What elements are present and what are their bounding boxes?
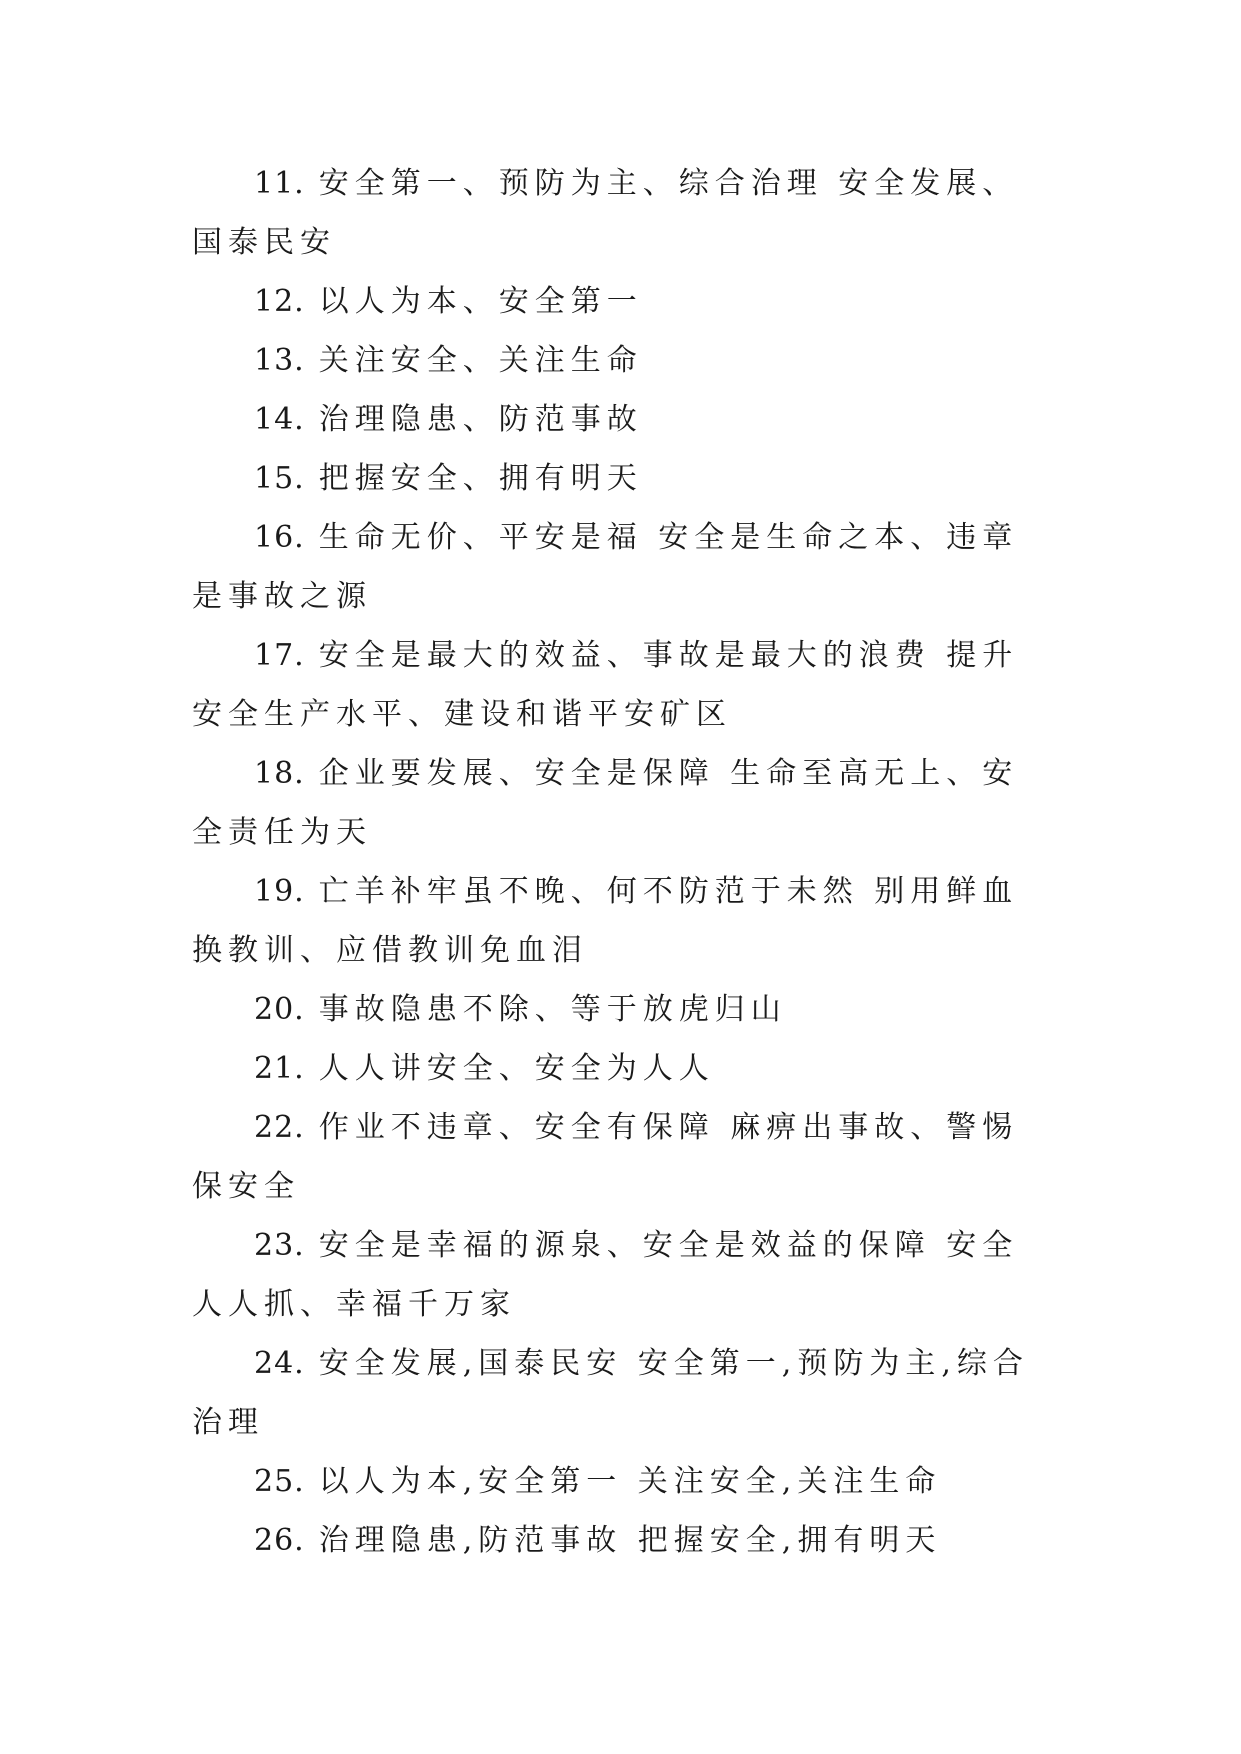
list-item <box>192 862 1052 980</box>
item-text: 治理隐患、防范事故 <box>318 402 643 437</box>
item-number: 12. <box>254 284 305 319</box>
list-item <box>192 1039 1052 1098</box>
item-number: 13. <box>254 343 305 378</box>
item-number: 14. <box>254 402 305 437</box>
item-number: 24. <box>254 1346 305 1381</box>
item-text: 治理隐患,防范事故 把握安全,拥有明天 <box>318 1523 942 1558</box>
list-item <box>192 626 1052 744</box>
list-item <box>192 331 1052 390</box>
item-text: 亡羊补牢虽不晚、何不防范于未然 别用鲜血换教训、应借教训免血泪 <box>192 874 1019 968</box>
item-number: 21. <box>254 1051 305 1086</box>
item-number: 11. <box>254 166 305 201</box>
item-text: 人人讲安全、安全为人人 <box>318 1051 715 1086</box>
list-item <box>192 1511 1052 1570</box>
list-item <box>192 390 1052 449</box>
item-text: 以人为本、安全第一 <box>318 284 643 319</box>
list-item <box>192 154 1052 272</box>
list-item <box>192 508 1052 626</box>
item-text: 把握安全、拥有明天 <box>318 461 643 496</box>
item-number: 22. <box>254 1110 305 1145</box>
list-item <box>192 449 1052 508</box>
list-item <box>192 1334 1052 1452</box>
item-text: 安全是最大的效益、事故是最大的浪费 提升安全生产水平、建设和谐平安矿区 <box>192 638 1019 732</box>
list-item <box>192 1216 1052 1334</box>
item-text: 作业不违章、安全有保障 麻痹出事故、警惕保安全 <box>192 1110 1019 1204</box>
item-text: 生命无价、平安是福 安全是生命之本、违章是事故之源 <box>192 520 1019 614</box>
item-number: 19. <box>254 874 305 909</box>
slogan-list <box>192 154 1052 1570</box>
list-item <box>192 1098 1052 1216</box>
item-number: 20. <box>254 992 305 1027</box>
item-text: 企业要发展、安全是保障 生命至高无上、安全责任为天 <box>192 756 1019 850</box>
list-item <box>192 744 1052 862</box>
item-text: 安全发展,国泰民安 安全第一,预防为主,综合治理 <box>192 1346 1029 1440</box>
item-number: 16. <box>254 520 305 555</box>
item-text: 事故隐患不除、等于放虎归山 <box>318 992 787 1027</box>
item-text: 以人为本,安全第一 关注安全,关注生命 <box>318 1464 942 1499</box>
item-number: 18. <box>254 756 305 791</box>
list-item <box>192 1452 1052 1511</box>
item-text: 安全是幸福的源泉、安全是效益的保障 安全人人抓、幸福千万家 <box>192 1228 1019 1322</box>
item-number: 25. <box>254 1464 305 1499</box>
item-text: 安全第一、预防为主、综合治理 安全发展、国泰民安 <box>192 166 1019 260</box>
item-number: 23. <box>254 1228 305 1263</box>
item-number: 17. <box>254 638 305 673</box>
list-item <box>192 980 1052 1039</box>
item-number: 26. <box>254 1523 305 1558</box>
list-item <box>192 272 1052 331</box>
item-text: 关注安全、关注生命 <box>318 343 643 378</box>
item-number: 15. <box>254 461 305 496</box>
